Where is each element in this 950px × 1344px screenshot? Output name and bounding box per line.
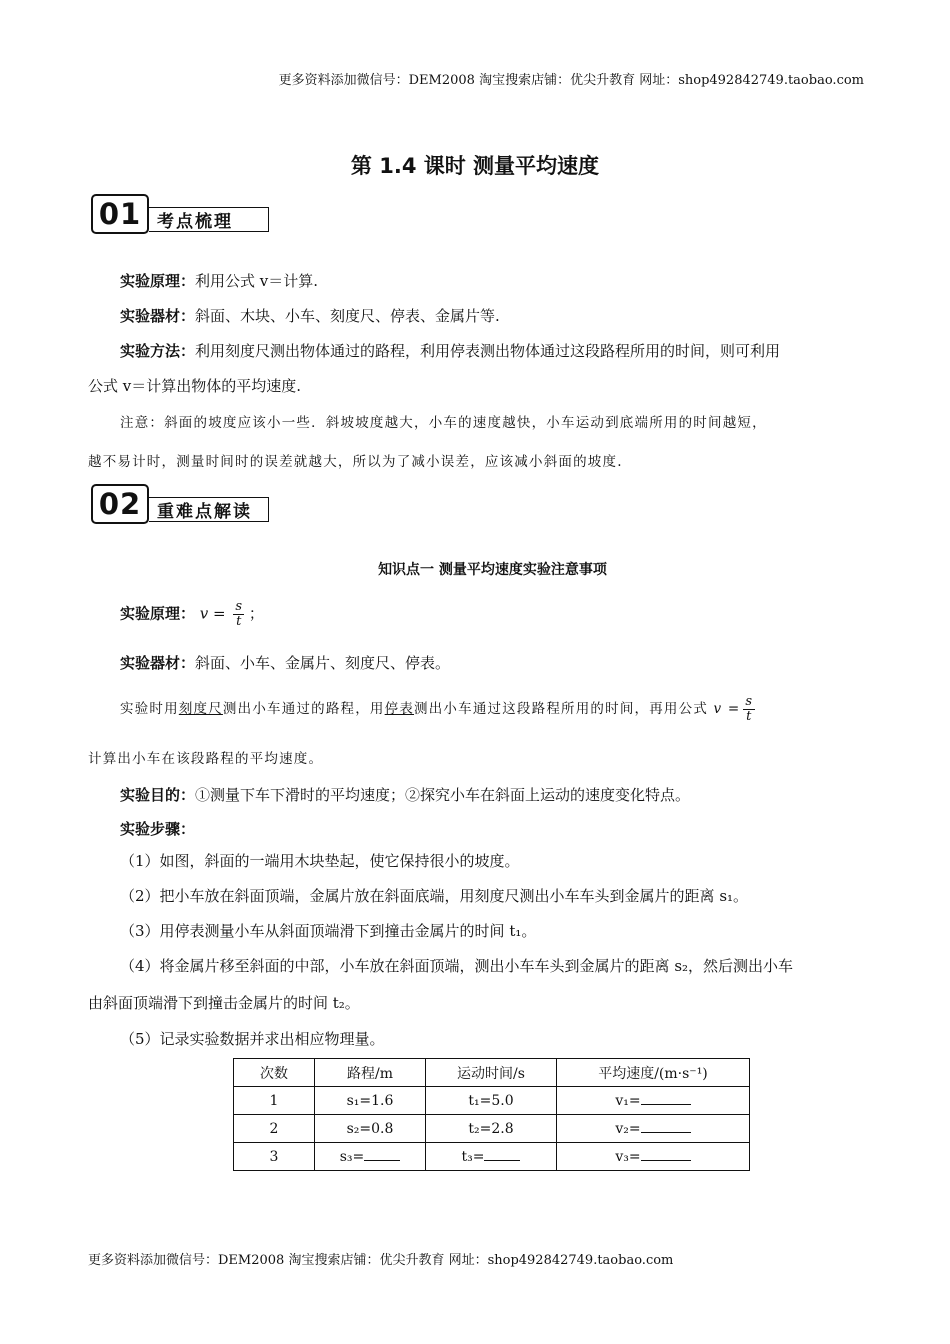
section-number: 01	[91, 194, 149, 234]
procedure-line: 实验时用刻度尺测出小车通过的路程，用停表测出小车通过这段路程所用的时间，再用公式 v = $\frac{s}{t}$	[120, 694, 754, 724]
table-cell: v₃=	[557, 1143, 750, 1171]
knowledge-point-title: 知识点一 测量平均速度实验注意事项	[378, 562, 607, 578]
step-4: （4）将金属片移至斜面的中部，小车放在斜面顶端，测出小车车头到金属片的距离 s₂，然后测出小车	[120, 957, 794, 975]
equipment-line: 实验器材：斜面、木块、小车、刻度尺、停表、金属片等.	[120, 307, 500, 325]
table-header: 平均速度/(m·s⁻¹)	[557, 1059, 750, 1087]
table-cell: t₁=5.0	[426, 1087, 557, 1115]
table-row	[234, 1087, 750, 1115]
blank-answer-ruler: 刻度尺	[178, 701, 223, 717]
method-line-cont: 公式 v＝计算出物体的平均速度.	[88, 377, 302, 395]
page-title: 第 1.4 课时 测量平均速度	[350, 154, 600, 178]
blank-answer-stopwatch: 停表	[384, 701, 415, 717]
table-row	[234, 1115, 750, 1143]
step-5: （5）记录实验数据并求出相应物理量。	[120, 1030, 385, 1048]
section-badge-01	[91, 194, 269, 234]
table-cell: 1	[234, 1087, 315, 1115]
answer-blank[interactable]	[641, 1120, 691, 1133]
method-line: 实验方法：利用刻度尺测出物体通过的路程，利用停表测出物体通过这段路程所用的时间，则可利用	[120, 342, 781, 360]
principle-line: 实验原理：利用公式 v＝计算.	[120, 272, 319, 290]
steps-label: 实验步骤：	[120, 820, 196, 838]
page-footer: 更多资料添加微信号：DEM2008 淘宝搜索店铺：优尖升教育 网址：shop492842749.taobao.com	[88, 1253, 674, 1268]
table-cell: 2	[234, 1115, 315, 1143]
fraction-s-over-t: $\frac{s}{t}$	[745, 694, 754, 724]
equipment-line-2: 实验器材：斜面、小车、金属片、刻度尺、停表。	[120, 654, 451, 672]
answer-blank[interactable]	[641, 1148, 691, 1161]
purpose-line: 实验目的：①测量下车下滑时的平均速度；②探究小车在斜面上运动的速度变化特点。	[120, 786, 691, 804]
table-header: 次数	[234, 1059, 315, 1087]
table-cell: v₁=	[557, 1087, 750, 1115]
page-header: 更多资料添加微信号：DEM2008 淘宝搜索店铺：优尖升教育 网址：shop492842749.taobao.com	[278, 73, 864, 88]
answer-blank[interactable]	[641, 1092, 691, 1105]
table-cell: 3	[234, 1143, 315, 1171]
procedure-line-cont: 计算出小车在该段路程的平均速度。	[88, 751, 324, 767]
table-header-row	[234, 1059, 750, 1087]
section-badge-02	[91, 484, 269, 524]
table-cell: t₂=2.8	[426, 1115, 557, 1143]
table-cell: t₃=	[426, 1143, 557, 1171]
note-line-2: 越不易计时，测量时间时的误差就越大，所以为了减小误差，应该减小斜面的坡度.	[88, 454, 623, 470]
note-line-1: 注意：斜面的坡度应该小一些．斜坡坡度越大，小车的速度越快，小车运动到底端所用的时间越短，	[120, 415, 767, 431]
section-label: 考点梳理	[149, 207, 269, 232]
answer-blank[interactable]	[484, 1148, 520, 1161]
data-table	[233, 1058, 750, 1171]
table-row	[234, 1143, 750, 1171]
step-3: （3）用停表测量小车从斜面顶端滑下到撞击金属片的时间 t₁。	[120, 922, 537, 940]
step-1: （1）如图，斜面的一端用木块垫起，使它保持很小的坡度。	[120, 852, 520, 870]
answer-blank[interactable]	[364, 1148, 400, 1161]
section-label: 重难点解读	[149, 497, 269, 522]
table-cell: s₃=	[315, 1143, 426, 1171]
table-cell: s₁=1.6	[315, 1087, 426, 1115]
principle-formula-line: 实验原理： v = $\frac{s}{t}$ ；	[120, 599, 264, 629]
fraction-s-over-t: $\frac{s}{t}$	[235, 599, 243, 629]
section-number: 02	[91, 484, 149, 524]
table-header: 运动时间/s	[426, 1059, 557, 1087]
step-4-cont: 由斜面顶端滑下到撞击金属片的时间 t₂。	[88, 994, 360, 1012]
step-2: （2）把小车放在斜面顶端，金属片放在斜面底端，用刻度尺测出小车车头到金属片的距离 s₁。	[120, 887, 749, 905]
table-header: 路程/m	[315, 1059, 426, 1087]
table-cell: s₂=0.8	[315, 1115, 426, 1143]
table-cell: v₂=	[557, 1115, 750, 1143]
